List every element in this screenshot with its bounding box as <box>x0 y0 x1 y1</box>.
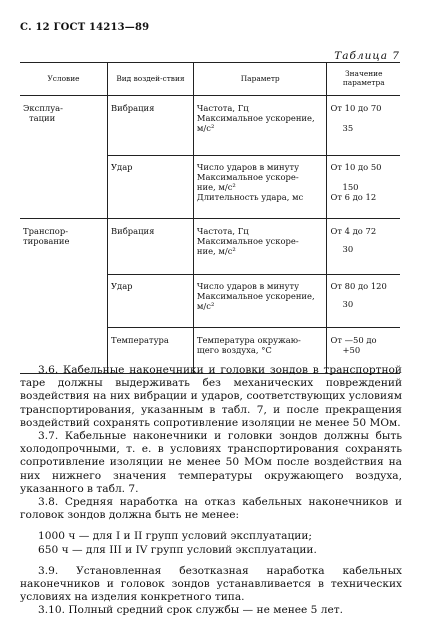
value-line: От 80 до 120 <box>330 281 387 291</box>
param-line: щего воздуха, °С <box>196 345 272 356</box>
value-line: От 4 до 72 <box>330 226 377 236</box>
cell-impact: Вибрация <box>107 219 193 275</box>
cell-values <box>327 96 400 156</box>
table-caption: Таблица 7 <box>334 50 400 62</box>
value-line: От 6 до 12 <box>330 192 377 203</box>
cell-params <box>193 96 327 156</box>
value-line: 35 <box>342 123 354 134</box>
cell-impact: Удар <box>107 156 193 219</box>
value-line: От —50 до <box>330 335 377 345</box>
list-item-1000h: 1000 ч — для I и II групп условий эксплуатации; <box>38 530 312 543</box>
table-row <box>20 275 400 328</box>
cell-params <box>193 275 327 328</box>
cell-impact: Вибрация <box>107 96 193 156</box>
table-row <box>20 96 400 156</box>
col-impact-label: Вид воздей-ствия <box>116 73 185 83</box>
param-line: ние, м/с² <box>196 246 236 257</box>
value-line: От 10 до 70 <box>330 103 382 113</box>
paragraph-3-7: 3.7. Кабельные наконечники и головки зондов должны быть холодопрочными, т. е. в условиях транспортирования сохранять сопротивление изоляции не менее 50 МОм после воздействия на них нижнего значения температуры окружающего воздуха, указанного в табл. 7. <box>20 430 402 495</box>
cell-impact: Удар <box>107 275 193 328</box>
paragraph-3-10: 3.10. Полный средний срок службы — не менее 5 лет. <box>38 604 344 617</box>
condition-line: Транспор- <box>23 226 69 236</box>
col-impact <box>107 63 193 96</box>
page-header: С. 12 ГОСТ 14213—89 <box>20 22 150 33</box>
value-line: 150 <box>342 182 359 193</box>
param-line: Длительность удара, мс <box>196 192 304 203</box>
cell-condition <box>20 156 107 219</box>
cell-params <box>193 219 327 275</box>
param-line: Максимальное ускорение, <box>196 113 315 124</box>
param-line: Максимальное ускоре- <box>196 172 299 183</box>
cell-values <box>327 275 400 328</box>
paragraph-3-9: 3.9. Установленная безотказная наработка кабельных наконечников и головок зондов устанавливается в технических условиях на изделия конкретного типа. <box>20 564 402 604</box>
paragraph-3-6: 3.6. Кабельные наконечники и головки зондов в транспортной таре должны выдерживать без механических повреждений воздействия на них вибрации и ударов, соответствующих условиям транспортирования, указанным в табл. 7, и после прекращения воздействий сохранять сопротивление изоляции не менее 50 МОм. <box>20 364 402 429</box>
param-line: м/с² <box>196 301 215 312</box>
list-item-650h: 650 ч — для III и IV групп условий эксплуатации. <box>38 543 317 556</box>
condition-line: тирование <box>23 236 70 247</box>
cell-values <box>327 219 400 275</box>
param-line: Частота, Гц <box>196 226 249 236</box>
table-7 <box>20 62 400 374</box>
cell-impact: Температура <box>107 328 193 374</box>
value-line: От 10 до 50 <box>330 162 382 172</box>
cell-params <box>193 156 327 219</box>
param-line: м/с² <box>196 123 215 134</box>
condition-line: Эксплуа- <box>23 103 63 113</box>
cell-condition <box>20 275 107 328</box>
document-body <box>20 364 402 618</box>
value-line: 30 <box>342 244 354 255</box>
table-row <box>20 156 400 219</box>
param-line: Температура окружаю- <box>196 335 301 345</box>
cell-values <box>327 156 400 219</box>
col-condition: Условие <box>20 63 107 96</box>
value-line: +50 <box>342 345 361 356</box>
col-value: Значение параметра <box>327 63 400 96</box>
condition-line: тации <box>29 113 56 124</box>
paragraph-3-8: 3.8. Средняя наработка на отказ кабельных наконечников и головок зондов должна быть не менее: <box>20 496 402 522</box>
param-line: Число ударов в минуту <box>196 281 300 291</box>
param-line: Число ударов в минуту <box>196 162 300 172</box>
cell-condition <box>20 96 107 156</box>
param-line: Максимальное ускоре- <box>196 236 299 247</box>
table-header-row <box>20 63 400 96</box>
cell-condition <box>20 219 107 275</box>
col-parameter: Параметр <box>193 63 327 96</box>
param-line: ние, м/с² <box>196 182 236 193</box>
param-line: Максимальное ускорение, <box>196 291 315 302</box>
table-row <box>20 219 400 275</box>
param-line: Частота, Гц <box>196 103 249 113</box>
value-line: 30 <box>342 299 354 310</box>
